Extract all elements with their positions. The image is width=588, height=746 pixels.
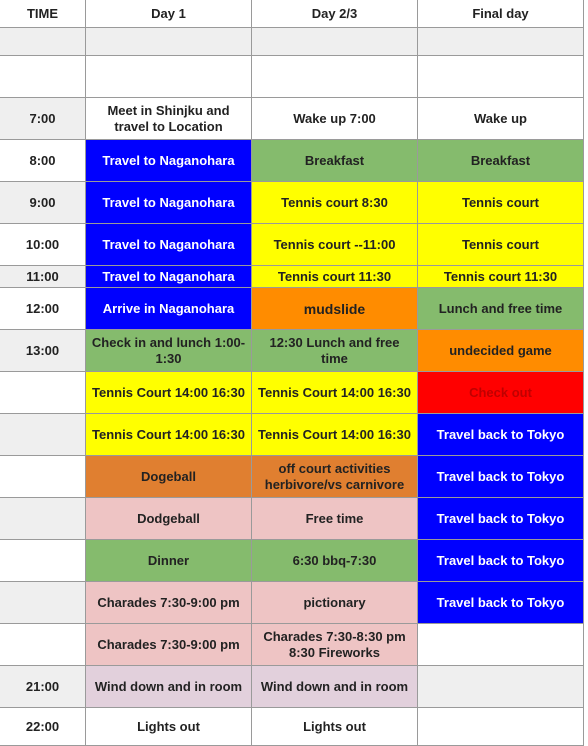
time-cell[interactable]: [0, 28, 86, 56]
final-day-cell[interactable]: Travel back to Tokyo: [418, 414, 584, 456]
time-cell[interactable]: 21:00: [0, 666, 86, 708]
day1-cell[interactable]: Travel to Naganohara: [86, 266, 252, 288]
time-cell[interactable]: [0, 498, 86, 540]
day23-cell[interactable]: Wind down and in room: [252, 666, 418, 708]
time-cell[interactable]: 11:00: [0, 266, 86, 288]
day1-cell[interactable]: Wind down and in room: [86, 666, 252, 708]
day23-cell[interactable]: off court activities herbivore/vs carnivore: [252, 456, 418, 498]
time-cell[interactable]: 22:00: [0, 708, 86, 746]
day1-cell[interactable]: Tennis Court 14:00 16:30: [86, 414, 252, 456]
final-day-cell[interactable]: Travel back to Tokyo: [418, 582, 584, 624]
day1-cell[interactable]: Dinner: [86, 540, 252, 582]
day23-cell[interactable]: 12:30 Lunch and free time: [252, 330, 418, 372]
day23-cell[interactable]: Lights out: [252, 708, 418, 746]
final-day-cell[interactable]: Lunch and free time: [418, 288, 584, 330]
day1-cell[interactable]: Arrive in Naganohara: [86, 288, 252, 330]
final-day-cell[interactable]: undecided game: [418, 330, 584, 372]
day1-cell[interactable]: Dodgeball: [86, 498, 252, 540]
day1-cell[interactable]: Travel to Naganohara: [86, 182, 252, 224]
day1-cell[interactable]: Check in and lunch 1:00-1:30: [86, 330, 252, 372]
time-cell[interactable]: [0, 582, 86, 624]
day23-cell[interactable]: Wake up 7:00: [252, 98, 418, 140]
header-time: TIME: [0, 0, 86, 28]
time-cell[interactable]: [0, 414, 86, 456]
day23-cell[interactable]: Charades 7:30-8:30 pm 8:30 Fireworks: [252, 624, 418, 666]
final-day-cell[interactable]: Travel back to Tokyo: [418, 498, 584, 540]
day23-cell[interactable]: Tennis court --11:00: [252, 224, 418, 266]
day1-cell[interactable]: Travel to Naganohara: [86, 224, 252, 266]
time-cell[interactable]: 12:00: [0, 288, 86, 330]
time-cell[interactable]: [0, 456, 86, 498]
day1-cell[interactable]: Travel to Naganohara: [86, 140, 252, 182]
day1-cell[interactable]: [86, 56, 252, 98]
header-day-1: Day 1: [86, 0, 252, 28]
header-day-2-3: Day 2/3: [252, 0, 418, 28]
final-day-cell[interactable]: [418, 708, 584, 746]
day23-cell[interactable]: Tennis court 11:30: [252, 266, 418, 288]
final-day-cell[interactable]: Tennis court: [418, 224, 584, 266]
time-cell[interactable]: 8:00: [0, 140, 86, 182]
time-cell[interactable]: 7:00: [0, 98, 86, 140]
day23-cell[interactable]: Tennis Court 14:00 16:30: [252, 414, 418, 456]
day23-cell[interactable]: [252, 28, 418, 56]
final-day-cell[interactable]: Check out: [418, 372, 584, 414]
final-day-cell[interactable]: Wake up: [418, 98, 584, 140]
time-cell[interactable]: 10:00: [0, 224, 86, 266]
final-day-cell[interactable]: Travel back to Tokyo: [418, 540, 584, 582]
final-day-cell[interactable]: Breakfast: [418, 140, 584, 182]
day23-cell[interactable]: Tennis court 8:30: [252, 182, 418, 224]
final-day-cell[interactable]: [418, 624, 584, 666]
time-cell[interactable]: 9:00: [0, 182, 86, 224]
day1-cell[interactable]: Charades 7:30-9:00 pm: [86, 582, 252, 624]
day23-cell[interactable]: mudslide: [252, 288, 418, 330]
final-day-cell[interactable]: [418, 28, 584, 56]
day1-cell[interactable]: Dogeball: [86, 456, 252, 498]
day1-cell[interactable]: Meet in Shinjku and travel to Location: [86, 98, 252, 140]
day1-cell[interactable]: Tennis Court 14:00 16:30: [86, 372, 252, 414]
time-cell[interactable]: [0, 624, 86, 666]
time-cell[interactable]: [0, 56, 86, 98]
final-day-cell[interactable]: [418, 666, 584, 708]
time-cell[interactable]: [0, 372, 86, 414]
day23-cell[interactable]: pictionary: [252, 582, 418, 624]
day1-cell[interactable]: Lights out: [86, 708, 252, 746]
day23-cell[interactable]: Breakfast: [252, 140, 418, 182]
day1-cell[interactable]: [86, 28, 252, 56]
final-day-cell[interactable]: [418, 56, 584, 98]
day23-cell[interactable]: 6:30 bbq-7:30: [252, 540, 418, 582]
final-day-cell[interactable]: Tennis court: [418, 182, 584, 224]
day23-cell[interactable]: [252, 56, 418, 98]
header-final-day: Final day: [418, 0, 584, 28]
final-day-cell[interactable]: Travel back to Tokyo: [418, 456, 584, 498]
day23-cell[interactable]: Tennis Court 14:00 16:30: [252, 372, 418, 414]
time-cell[interactable]: 13:00: [0, 330, 86, 372]
final-day-cell[interactable]: Tennis court 11:30: [418, 266, 584, 288]
day23-cell[interactable]: Free time: [252, 498, 418, 540]
time-cell[interactable]: [0, 540, 86, 582]
day1-cell[interactable]: Charades 7:30-9:00 pm: [86, 624, 252, 666]
